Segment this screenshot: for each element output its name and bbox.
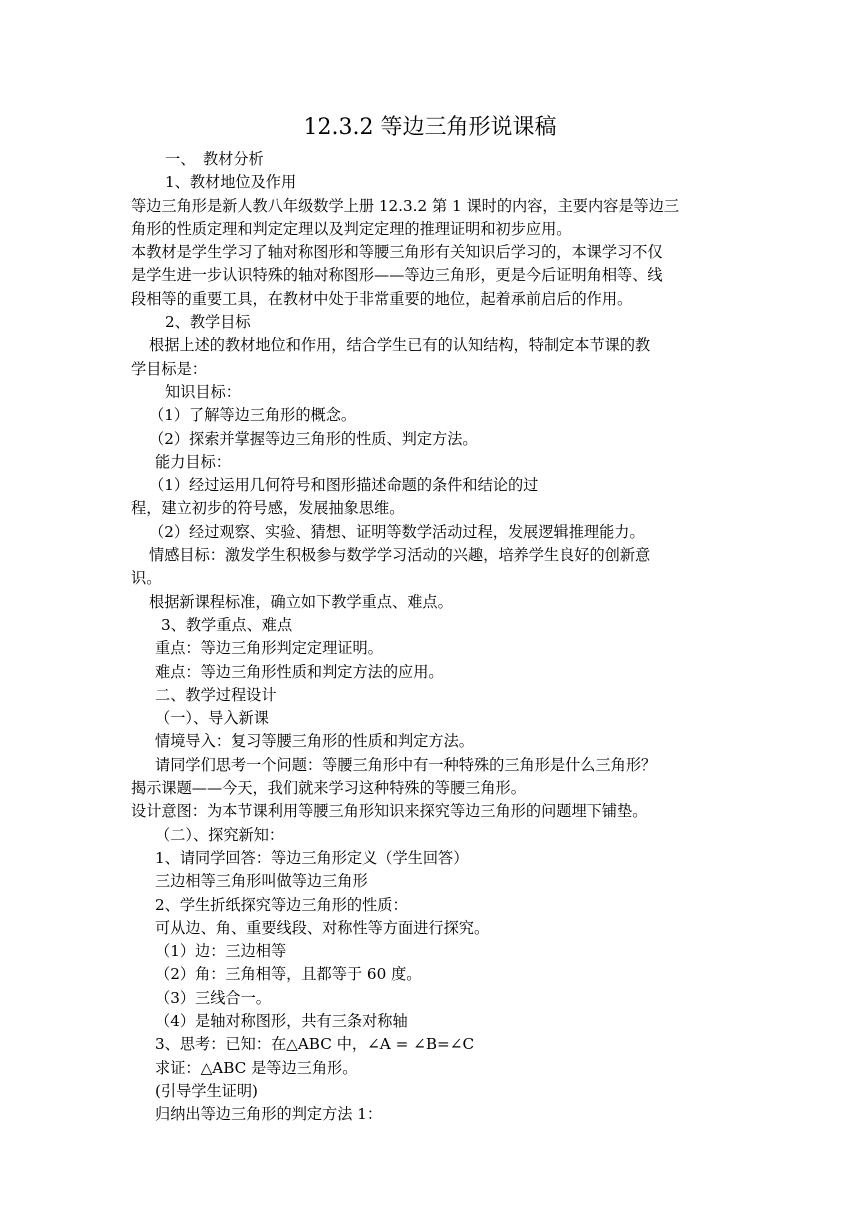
paragraph-line: 揭示课题——今天，我们就来学习这种特殊的等腰三角形。 xyxy=(131,779,526,798)
document-body xyxy=(131,148,731,1126)
paragraph-line: 角形的性质定理和判定定理以及判定定理的推理证明和初步应用。 xyxy=(131,219,572,238)
subheading-1: 1、教材地位及作用 xyxy=(165,173,297,192)
subheading-3: 3、教学重点、难点 xyxy=(161,615,293,634)
paragraph-line: 根据新课程标准，确立如下教学重点、难点。 xyxy=(149,592,453,611)
heading-section-2: 二、教学过程设计 xyxy=(155,685,277,704)
list-item: （1）经过运用几何符号和图形描述命题的条件和结论的过 xyxy=(149,476,539,495)
paragraph-line: 难点：等边三角形性质和判定方法的应用。 xyxy=(155,662,444,681)
paragraph-line: 根据上述的教材地位和作用，结合学生已有的认知结构，特制定本节课的教 xyxy=(149,336,651,355)
paragraph-line: 识。 xyxy=(131,569,162,588)
page-title: 12.3.2 等边三角形说课稿 xyxy=(303,115,557,140)
paragraph-line: 情感目标：激发学生积极参与数学学习活动的兴趣，培养学生良好的创新意 xyxy=(149,546,651,565)
subheading-part-2: （二）、探究新知： xyxy=(155,825,285,844)
paragraph-line: 本教材是学生学习了轴对称图形和等腰三角形有关知识后学习的，本课学习不仅 xyxy=(131,243,663,262)
paragraph-line: (引导学生证明) xyxy=(155,1081,258,1100)
paragraph-line: 段相等的重要工具，在教材中处于非常重要的地位，起着承前启后的作用。 xyxy=(131,289,633,308)
list-item: （4）是轴对称图形，共有三条对称轴 xyxy=(155,1011,408,1030)
paragraph-line: 3、思考：已知：在△ABC 中，∠A = ∠B=∠C xyxy=(155,1035,475,1054)
paragraph-line: 请同学们思考一个问题：等腰三角形中有一种特殊的三角形是什么三角形？ xyxy=(155,755,657,774)
heading-section-1: 一、 教材分析 xyxy=(165,150,264,168)
subheading-2: 2、教学目标 xyxy=(165,313,251,332)
list-item: （2）经过观察、实验、猜想、证明等数学活动过程，发展逻辑推理能力。 xyxy=(149,522,645,541)
paragraph-line: 1、请同学回答：等边三角形定义（学生回答） xyxy=(155,848,469,867)
paragraph-line: 归纳出等边三角形的判定方法 1： xyxy=(155,1105,383,1124)
list-item: （3）三线合一。 xyxy=(155,988,271,1007)
paragraph-line: 情境导入：复习等腰三角形的性质和判定方法。 xyxy=(155,732,474,751)
list-item: （1）了解等边三角形的概念。 xyxy=(149,406,357,425)
list-item: （2）角：三角相等，且都等于 60 度。 xyxy=(155,965,422,984)
paragraph-line: 2、学生折纸探究等边三角形的性质： xyxy=(155,895,408,914)
paragraph-line: 是学生进一步认识特殊的轴对称图形——等边三角形，更是今后证明角相等、线 xyxy=(131,266,663,285)
paragraph-line: 可从边、角、重要线段、对称性等方面进行探究。 xyxy=(155,918,490,937)
list-item: （1）边：三边相等 xyxy=(155,942,287,961)
paragraph-line: 求证：△ABC 是等边三角形。 xyxy=(155,1058,358,1077)
label-line: 能力目标： xyxy=(155,452,231,471)
paragraph-line: 重点：等边三角形判定定理证明。 xyxy=(155,639,383,658)
paragraph-line: 三边相等三角形叫做等边三角形 xyxy=(155,872,368,891)
paragraph-line: 程，建立初步的符号感，发展抽象思维。 xyxy=(131,499,405,518)
paragraph-line: 设计意图：为本节课利用等腰三角形知识来探究等边三角形的问题埋下铺垫。 xyxy=(131,802,648,821)
paragraph-line: 等边三角形是新人教八年级数学上册 12.3.2 第 1 课时的内容，主要内容是等边三 xyxy=(131,196,680,215)
list-item: （2）探索并掌握等边三角形的性质、判定方法。 xyxy=(149,429,478,448)
paragraph-line: 学目标是： xyxy=(131,359,207,378)
label-line: 知识目标： xyxy=(165,382,241,401)
subheading-part-1: （一）、导入新课 xyxy=(155,709,269,728)
